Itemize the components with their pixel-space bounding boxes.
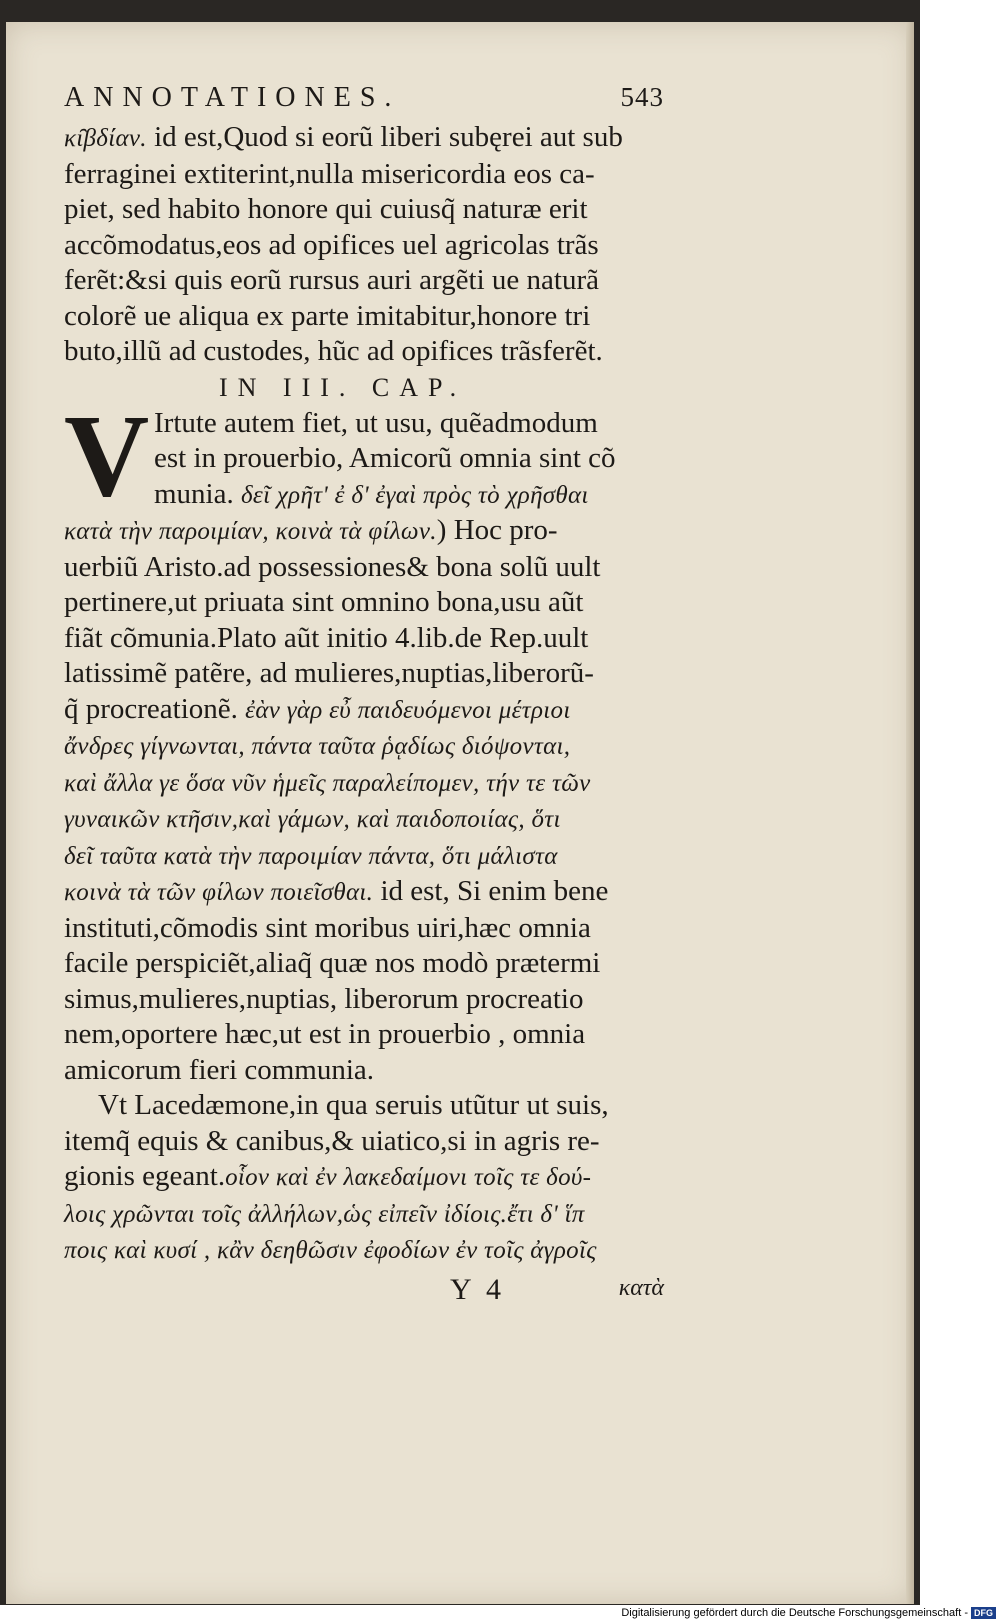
latin-text: accõmodatus,eos ad opifices uel agricolas trãs	[64, 228, 599, 261]
latin-text: instituti,cõmodis sint moribus uiri,hæc omnia	[64, 911, 591, 944]
greek-text: λοις χρῶνται τοῖς ἀλλήλων,ὡς εἰπεῖν ἰδίοις.ἔτι δ' ἵπ	[64, 1200, 585, 1228]
page-footer	[64, 1273, 664, 1307]
text-line	[64, 513, 664, 550]
latin-text: latissimẽ patẽre, ad mulieres,nuptias,liberorũ-	[64, 657, 594, 689]
text-line	[64, 263, 664, 299]
greek-text: κατὰ τὴν παροιμίαν, κοινὰ τὰ φίλων.	[64, 518, 437, 545]
text-line	[64, 334, 664, 370]
text-line	[64, 157, 664, 193]
latin-text: simus,mulieres,nuptias, liberorum procreatio	[64, 982, 584, 1015]
latin-text: piet, sed habito honore qui cuiusq̃ naturæ erit	[64, 193, 588, 225]
text-line	[64, 299, 664, 335]
greek-text: καὶ ἄλλα γε ὅσα νῦν ἡμεῖς παραλείπομεν, τήν τε τῶν	[64, 769, 591, 797]
latin-text: q̃ procreationẽ.	[64, 692, 246, 725]
text-block-after-cap	[64, 513, 664, 1088]
greek-text: γυναικῶν κτῆσιν,καὶ γάμων, καὶ παιδοποιίας, ὅτι	[64, 806, 561, 833]
text-line	[64, 728, 664, 765]
latin-text: ) Hoc pro-	[436, 514, 558, 546]
text-line	[64, 228, 664, 264]
running-title: ANNOTATIONES.	[64, 82, 401, 113]
text-line	[154, 477, 664, 514]
text-line	[64, 1124, 664, 1160]
latin-text: uerbiũ Aristo.ad possessiones& bona solũ uult	[64, 550, 601, 583]
greek-text: οἷον καὶ ἐν λακεδαίμονι τοῖς τε δού-	[225, 1164, 592, 1191]
latin-text: fiãt cõmunia.Plato aũt initio 4.lib.de Rep.uult	[64, 621, 589, 654]
latin-text: ferẽt:&si quis eorũ rursus auri argẽti ue naturã	[64, 264, 599, 296]
chapter-heading: IN III. CAP.	[219, 372, 467, 402]
folio-number: 543	[620, 82, 664, 112]
latin-text: itemq̃ equis & canibus,& uiatico,si in agris re-	[64, 1124, 600, 1157]
text-line	[64, 550, 664, 586]
latin-text: ferraginei extiterint,nulla misericordia eos ca-	[64, 157, 595, 190]
running-head	[64, 82, 664, 114]
latin-text: id est, Si enim bene	[373, 875, 609, 907]
credit-text: Digitalisierung gefördert durch die Deutsche Forschungsgemeinschaft -	[621, 1607, 968, 1619]
latin-text: gionis egeant.	[64, 1160, 226, 1192]
latin-text: munia.	[154, 477, 241, 510]
drop-cap-initial: V	[64, 389, 150, 521]
page-content	[64, 82, 664, 1307]
text-line	[64, 1159, 664, 1196]
text-line	[64, 911, 664, 947]
latin-text: buto,illũ ad custodes, hũc ad opifices trãsferẽt.	[64, 335, 603, 367]
dfg-logo-icon: DFG	[971, 1607, 996, 1619]
text-line	[64, 192, 664, 228]
text-line	[64, 120, 664, 157]
latin-text: id est,Quod si eorũ liberi subęrei aut sub	[146, 121, 623, 153]
page-edge	[906, 22, 914, 1604]
text-line	[64, 874, 664, 911]
greek-text: δεῖ ταῦτα κατὰ τὴν παροιμίαν πάντα, ὅτι μάλιστα	[64, 842, 558, 870]
text-line	[64, 1053, 664, 1089]
text-line	[64, 838, 664, 875]
latin-text: Irtute autem fiet, ut usu, quẽadmodum	[154, 406, 598, 439]
latin-text: amicorum fieri communia.	[64, 1053, 375, 1086]
text-block-paragraph	[64, 1088, 664, 1269]
digitization-credit	[0, 1605, 1000, 1621]
text-line	[64, 585, 664, 621]
text-line	[64, 1017, 664, 1053]
text-line	[64, 946, 664, 982]
latin-text: pertinere,ut priuata sint omnino bona,usu aũt	[64, 586, 584, 618]
drop-cap-block	[64, 389, 664, 521]
greek-text: ποις καὶ κυσί , κἂν δεηθῶσιν ἐφοδίων ἐν τοῖς ἀγροῖς	[64, 1237, 597, 1264]
greek-text: δεῖ χρῆτ' ἐ δ' ἐγαὶ πρὸς τὸ χρῆσθαι	[241, 481, 589, 509]
greek-text: κι̑βδίαν.	[64, 125, 147, 152]
text-block-before-heading	[64, 120, 664, 370]
drop-cap-lines	[64, 389, 664, 521]
book-page	[6, 22, 914, 1604]
text-line	[154, 441, 664, 477]
text-line	[64, 656, 664, 692]
text-line	[64, 765, 664, 802]
latin-text: est in prouerbio, Amicorũ omnia sint cõ	[154, 442, 616, 474]
text-line	[64, 801, 664, 838]
latin-text: Vt Lacedæmone,in qua seruis utũtur ut suis,	[98, 1089, 609, 1121]
text-line	[64, 1196, 664, 1233]
latin-text: nem,oportere hæc,ut est in prouerbio , omnia	[64, 1018, 586, 1050]
text-line	[64, 621, 664, 657]
text-line	[64, 1232, 664, 1269]
catchword: κατὰ	[618, 1274, 664, 1301]
greek-text: κοινὰ τὰ τῶν φίλων ποιεῖσθαι.	[64, 879, 374, 906]
text-line	[64, 982, 664, 1018]
text-line	[154, 406, 664, 442]
text-line	[64, 692, 664, 729]
latin-text: facile perspiciẽt,aliaq̃ quæ nos modò prætermi	[64, 947, 601, 979]
greek-text: ἄνδρες γίγνωνται, πάντα ταῦτα ῥᾳδίως διόψονται,	[64, 733, 571, 760]
text-line	[64, 1088, 664, 1124]
signature-mark: Y 4	[450, 1272, 506, 1306]
latin-text: colorẽ ue aliqua ex parte imitabitur,honore tri	[64, 299, 591, 332]
greek-text: ἐὰν γὰρ εὖ παιδευόμενοι μέτριοι	[245, 696, 571, 724]
